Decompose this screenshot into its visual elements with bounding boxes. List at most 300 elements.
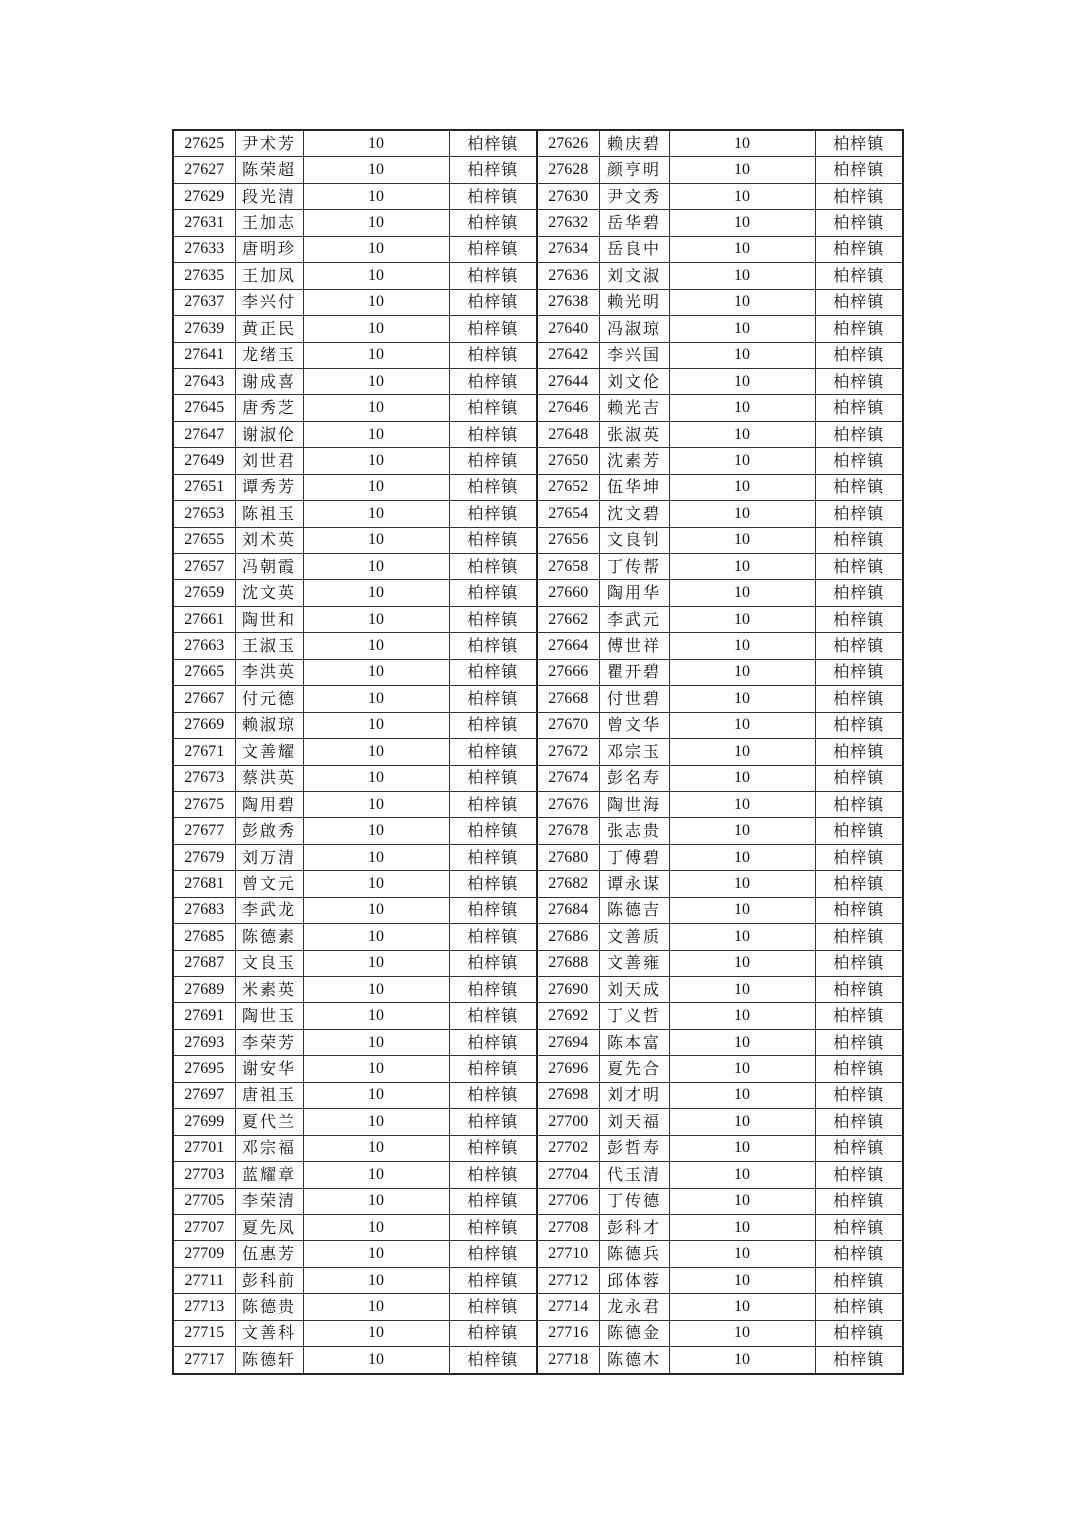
cell-name: 刘术英 <box>235 527 303 553</box>
cell-name: 赖庆碧 <box>599 130 669 157</box>
table-row <box>173 580 903 606</box>
cell-id: 27672 <box>537 739 599 765</box>
table-row <box>173 791 903 817</box>
cell-town: 柏梓镇 <box>815 1214 903 1240</box>
cell-id: 27650 <box>537 448 599 474</box>
cell-town: 柏梓镇 <box>449 236 537 262</box>
table-row <box>173 342 903 368</box>
cell-town: 柏梓镇 <box>449 130 537 157</box>
cell-id: 27691 <box>173 1003 235 1029</box>
cell-amount: 10 <box>303 950 449 976</box>
cell-town: 柏梓镇 <box>815 1109 903 1135</box>
cell-amount: 10 <box>669 474 815 500</box>
cell-name: 代玉清 <box>599 1162 669 1188</box>
cell-amount: 10 <box>669 977 815 1003</box>
cell-id: 27661 <box>173 606 235 632</box>
cell-town: 柏梓镇 <box>449 1162 537 1188</box>
cell-amount: 10 <box>303 1294 449 1320</box>
cell-name: 刘文淑 <box>599 263 669 289</box>
cell-id: 27676 <box>537 791 599 817</box>
cell-town: 柏梓镇 <box>449 871 537 897</box>
cell-amount: 10 <box>303 765 449 791</box>
cell-amount: 10 <box>669 395 815 421</box>
cell-amount: 10 <box>669 342 815 368</box>
cell-id: 27642 <box>537 342 599 368</box>
cell-id: 27660 <box>537 580 599 606</box>
cell-id: 27712 <box>537 1267 599 1293</box>
cell-id: 27717 <box>173 1347 235 1374</box>
cell-name: 陈德木 <box>599 1347 669 1374</box>
cell-town: 柏梓镇 <box>815 1267 903 1293</box>
cell-town: 柏梓镇 <box>815 1241 903 1267</box>
cell-amount: 10 <box>303 1188 449 1214</box>
cell-id: 27710 <box>537 1241 599 1267</box>
table-row <box>173 818 903 844</box>
cell-amount: 10 <box>669 236 815 262</box>
cell-name: 文良玉 <box>235 950 303 976</box>
cell-name: 刘文伦 <box>599 368 669 394</box>
cell-id: 27645 <box>173 395 235 421</box>
cell-name: 丁传德 <box>599 1188 669 1214</box>
table-row <box>173 448 903 474</box>
cell-id: 27701 <box>173 1135 235 1161</box>
cell-amount: 10 <box>669 501 815 527</box>
table-row <box>173 659 903 685</box>
cell-town: 柏梓镇 <box>815 950 903 976</box>
cell-name: 岳良中 <box>599 236 669 262</box>
cell-id: 27629 <box>173 183 235 209</box>
cell-amount: 10 <box>669 1294 815 1320</box>
cell-id: 27713 <box>173 1294 235 1320</box>
cell-town: 柏梓镇 <box>449 1056 537 1082</box>
cell-amount: 10 <box>669 712 815 738</box>
cell-town: 柏梓镇 <box>449 950 537 976</box>
cell-id: 27695 <box>173 1056 235 1082</box>
cell-id: 27714 <box>537 1294 599 1320</box>
table-row <box>173 316 903 342</box>
cell-town: 柏梓镇 <box>815 1029 903 1055</box>
cell-id: 27686 <box>537 924 599 950</box>
cell-town: 柏梓镇 <box>449 1003 537 1029</box>
cell-id: 27718 <box>537 1347 599 1374</box>
cell-name: 唐秀芝 <box>235 395 303 421</box>
cell-town: 柏梓镇 <box>815 183 903 209</box>
table-row <box>173 1294 903 1320</box>
cell-amount: 10 <box>303 1214 449 1240</box>
cell-town: 柏梓镇 <box>449 1214 537 1240</box>
cell-name: 陈德吉 <box>599 897 669 923</box>
cell-town: 柏梓镇 <box>815 316 903 342</box>
table-row <box>173 1267 903 1293</box>
cell-id: 27685 <box>173 924 235 950</box>
cell-amount: 10 <box>669 368 815 394</box>
cell-id: 27692 <box>537 1003 599 1029</box>
cell-town: 柏梓镇 <box>815 448 903 474</box>
cell-amount: 10 <box>303 210 449 236</box>
cell-name: 陈德轩 <box>235 1347 303 1374</box>
table-row <box>173 1320 903 1346</box>
cell-town: 柏梓镇 <box>815 977 903 1003</box>
cell-town: 柏梓镇 <box>815 236 903 262</box>
cell-id: 27705 <box>173 1188 235 1214</box>
cell-name: 唐明珍 <box>235 236 303 262</box>
cell-amount: 10 <box>303 527 449 553</box>
cell-amount: 10 <box>303 1109 449 1135</box>
cell-name: 李武龙 <box>235 897 303 923</box>
table-row <box>173 1109 903 1135</box>
cell-id: 27626 <box>537 130 599 157</box>
cell-id: 27646 <box>537 395 599 421</box>
cell-amount: 10 <box>303 395 449 421</box>
cell-amount: 10 <box>303 501 449 527</box>
cell-id: 27702 <box>537 1135 599 1161</box>
cell-town: 柏梓镇 <box>815 501 903 527</box>
cell-name: 陈本富 <box>599 1029 669 1055</box>
cell-id: 27648 <box>537 421 599 447</box>
cell-town: 柏梓镇 <box>449 791 537 817</box>
cell-name: 邓宗福 <box>235 1135 303 1161</box>
cell-town: 柏梓镇 <box>815 871 903 897</box>
cell-name: 谢成喜 <box>235 368 303 394</box>
cell-name: 陈荣超 <box>235 157 303 183</box>
table-row <box>173 501 903 527</box>
table-row <box>173 1135 903 1161</box>
cell-id: 27700 <box>537 1109 599 1135</box>
table-row <box>173 421 903 447</box>
cell-town: 柏梓镇 <box>815 157 903 183</box>
cell-name: 沈素芳 <box>599 448 669 474</box>
cell-id: 27630 <box>537 183 599 209</box>
table-row <box>173 1214 903 1240</box>
cell-amount: 10 <box>303 1267 449 1293</box>
cell-town: 柏梓镇 <box>815 1188 903 1214</box>
cell-amount: 10 <box>669 897 815 923</box>
cell-name: 赖淑琼 <box>235 712 303 738</box>
table-row <box>173 1188 903 1214</box>
cell-name: 付世碧 <box>599 686 669 712</box>
cell-amount: 10 <box>303 342 449 368</box>
cell-id: 27706 <box>537 1188 599 1214</box>
cell-name: 龙绪玉 <box>235 342 303 368</box>
cell-id: 27633 <box>173 236 235 262</box>
cell-amount: 10 <box>669 157 815 183</box>
cell-town: 柏梓镇 <box>815 1294 903 1320</box>
cell-id: 27716 <box>537 1320 599 1346</box>
cell-id: 27662 <box>537 606 599 632</box>
table-row <box>173 130 903 157</box>
cell-amount: 10 <box>669 580 815 606</box>
cell-amount: 10 <box>669 421 815 447</box>
cell-name: 刘世君 <box>235 448 303 474</box>
cell-name: 陈德金 <box>599 1320 669 1346</box>
cell-name: 谢淑伦 <box>235 421 303 447</box>
cell-id: 27682 <box>537 871 599 897</box>
cell-name: 冯朝霞 <box>235 554 303 580</box>
roster-body <box>173 130 903 1374</box>
cell-name: 陶用华 <box>599 580 669 606</box>
cell-amount: 10 <box>669 316 815 342</box>
cell-name: 岳华碧 <box>599 210 669 236</box>
cell-id: 27643 <box>173 368 235 394</box>
cell-amount: 10 <box>303 818 449 844</box>
cell-amount: 10 <box>669 1214 815 1240</box>
cell-town: 柏梓镇 <box>815 130 903 157</box>
cell-town: 柏梓镇 <box>815 606 903 632</box>
cell-town: 柏梓镇 <box>449 633 537 659</box>
cell-town: 柏梓镇 <box>449 157 537 183</box>
cell-town: 柏梓镇 <box>815 791 903 817</box>
cell-town: 柏梓镇 <box>449 1135 537 1161</box>
cell-name: 文良钊 <box>599 527 669 553</box>
cell-id: 27708 <box>537 1214 599 1240</box>
cell-id: 27644 <box>537 368 599 394</box>
cell-id: 27675 <box>173 791 235 817</box>
table-row <box>173 1082 903 1108</box>
cell-id: 27635 <box>173 263 235 289</box>
table-row <box>173 633 903 659</box>
cell-town: 柏梓镇 <box>815 686 903 712</box>
table-row <box>173 686 903 712</box>
table-row <box>173 1029 903 1055</box>
cell-town: 柏梓镇 <box>815 1135 903 1161</box>
cell-amount: 10 <box>303 554 449 580</box>
cell-id: 27628 <box>537 157 599 183</box>
cell-name: 沈文英 <box>235 580 303 606</box>
cell-name: 颜亨明 <box>599 157 669 183</box>
cell-name: 谭永谋 <box>599 871 669 897</box>
cell-town: 柏梓镇 <box>815 527 903 553</box>
cell-name: 夏先合 <box>599 1056 669 1082</box>
cell-town: 柏梓镇 <box>449 1188 537 1214</box>
cell-amount: 10 <box>669 659 815 685</box>
cell-town: 柏梓镇 <box>449 1109 537 1135</box>
cell-name: 陶世玉 <box>235 1003 303 1029</box>
cell-id: 27652 <box>537 474 599 500</box>
cell-amount: 10 <box>669 1267 815 1293</box>
cell-id: 27634 <box>537 236 599 262</box>
cell-amount: 10 <box>303 924 449 950</box>
cell-town: 柏梓镇 <box>815 765 903 791</box>
cell-amount: 10 <box>669 1109 815 1135</box>
cell-amount: 10 <box>303 791 449 817</box>
cell-id: 27673 <box>173 765 235 791</box>
cell-town: 柏梓镇 <box>449 448 537 474</box>
cell-town: 柏梓镇 <box>449 316 537 342</box>
cell-id: 27679 <box>173 844 235 870</box>
cell-amount: 10 <box>303 1056 449 1082</box>
cell-name: 刘才明 <box>599 1082 669 1108</box>
cell-amount: 10 <box>669 686 815 712</box>
cell-town: 柏梓镇 <box>815 739 903 765</box>
cell-name: 文善质 <box>599 924 669 950</box>
cell-amount: 10 <box>669 1320 815 1346</box>
cell-name: 彭啟秀 <box>235 818 303 844</box>
table-row <box>173 395 903 421</box>
cell-name: 陶世海 <box>599 791 669 817</box>
cell-amount: 10 <box>669 448 815 474</box>
roster-table <box>172 129 904 1375</box>
cell-amount: 10 <box>303 633 449 659</box>
cell-name: 陈祖玉 <box>235 501 303 527</box>
cell-amount: 10 <box>303 1241 449 1267</box>
cell-name: 伍惠芳 <box>235 1241 303 1267</box>
cell-id: 27663 <box>173 633 235 659</box>
table-row <box>173 474 903 500</box>
cell-town: 柏梓镇 <box>449 659 537 685</box>
cell-name: 彭哲寿 <box>599 1135 669 1161</box>
cell-id: 27683 <box>173 897 235 923</box>
cell-id: 27678 <box>537 818 599 844</box>
cell-id: 27694 <box>537 1029 599 1055</box>
cell-town: 柏梓镇 <box>815 1082 903 1108</box>
cell-name: 陶世和 <box>235 606 303 632</box>
cell-id: 27677 <box>173 818 235 844</box>
cell-name: 丁傅碧 <box>599 844 669 870</box>
table-row <box>173 924 903 950</box>
cell-id: 27711 <box>173 1267 235 1293</box>
cell-town: 柏梓镇 <box>815 395 903 421</box>
cell-town: 柏梓镇 <box>449 501 537 527</box>
cell-town: 柏梓镇 <box>449 1347 537 1374</box>
table-row <box>173 1003 903 1029</box>
cell-amount: 10 <box>669 527 815 553</box>
cell-id: 27709 <box>173 1241 235 1267</box>
cell-town: 柏梓镇 <box>815 580 903 606</box>
cell-amount: 10 <box>303 712 449 738</box>
cell-amount: 10 <box>303 289 449 315</box>
table-row <box>173 527 903 553</box>
cell-name: 沈文碧 <box>599 501 669 527</box>
cell-town: 柏梓镇 <box>815 633 903 659</box>
cell-amount: 10 <box>303 263 449 289</box>
cell-town: 柏梓镇 <box>449 210 537 236</box>
cell-town: 柏梓镇 <box>449 1029 537 1055</box>
table-row <box>173 210 903 236</box>
table-row <box>173 1347 903 1374</box>
cell-id: 27715 <box>173 1320 235 1346</box>
cell-town: 柏梓镇 <box>449 1267 537 1293</box>
cell-town: 柏梓镇 <box>815 1162 903 1188</box>
cell-name: 蓝耀章 <box>235 1162 303 1188</box>
cell-name: 曾文华 <box>599 712 669 738</box>
cell-town: 柏梓镇 <box>815 1003 903 1029</box>
cell-id: 27647 <box>173 421 235 447</box>
cell-id: 27688 <box>537 950 599 976</box>
cell-amount: 10 <box>303 368 449 394</box>
cell-name: 王淑玉 <box>235 633 303 659</box>
cell-name: 赖光明 <box>599 289 669 315</box>
cell-name: 尹文秀 <box>599 183 669 209</box>
cell-id: 27680 <box>537 844 599 870</box>
cell-amount: 10 <box>303 606 449 632</box>
cell-town: 柏梓镇 <box>449 554 537 580</box>
cell-name: 彭科才 <box>599 1214 669 1240</box>
cell-id: 27657 <box>173 554 235 580</box>
cell-town: 柏梓镇 <box>449 1241 537 1267</box>
cell-name: 彭名寿 <box>599 765 669 791</box>
cell-town: 柏梓镇 <box>815 263 903 289</box>
table-row <box>173 183 903 209</box>
cell-name: 刘天福 <box>599 1109 669 1135</box>
cell-town: 柏梓镇 <box>449 977 537 1003</box>
cell-id: 27690 <box>537 977 599 1003</box>
cell-name: 李兴付 <box>235 289 303 315</box>
cell-amount: 10 <box>303 1320 449 1346</box>
cell-name: 伍华坤 <box>599 474 669 500</box>
cell-id: 27664 <box>537 633 599 659</box>
cell-name: 丁传帮 <box>599 554 669 580</box>
cell-town: 柏梓镇 <box>815 897 903 923</box>
cell-town: 柏梓镇 <box>815 924 903 950</box>
cell-id: 27638 <box>537 289 599 315</box>
cell-town: 柏梓镇 <box>815 289 903 315</box>
cell-name: 王加凤 <box>235 263 303 289</box>
cell-id: 27693 <box>173 1029 235 1055</box>
cell-amount: 10 <box>669 1347 815 1374</box>
cell-id: 27654 <box>537 501 599 527</box>
cell-name: 李兴国 <box>599 342 669 368</box>
cell-amount: 10 <box>303 1347 449 1374</box>
cell-name: 彭科前 <box>235 1267 303 1293</box>
cell-amount: 10 <box>303 871 449 897</box>
cell-id: 27667 <box>173 686 235 712</box>
cell-id: 27698 <box>537 1082 599 1108</box>
cell-town: 柏梓镇 <box>449 474 537 500</box>
cell-town: 柏梓镇 <box>815 818 903 844</box>
cell-town: 柏梓镇 <box>815 712 903 738</box>
cell-amount: 10 <box>303 1135 449 1161</box>
cell-amount: 10 <box>669 1003 815 1029</box>
cell-id: 27637 <box>173 289 235 315</box>
cell-amount: 10 <box>669 1162 815 1188</box>
cell-id: 27658 <box>537 554 599 580</box>
cell-town: 柏梓镇 <box>815 210 903 236</box>
cell-id: 27703 <box>173 1162 235 1188</box>
cell-town: 柏梓镇 <box>449 263 537 289</box>
cell-town: 柏梓镇 <box>815 368 903 394</box>
cell-town: 柏梓镇 <box>815 421 903 447</box>
cell-id: 27666 <box>537 659 599 685</box>
cell-name: 黄正民 <box>235 316 303 342</box>
cell-name: 赖光吉 <box>599 395 669 421</box>
table-row <box>173 712 903 738</box>
cell-id: 27704 <box>537 1162 599 1188</box>
cell-id: 27674 <box>537 765 599 791</box>
cell-town: 柏梓镇 <box>449 421 537 447</box>
cell-amount: 10 <box>303 183 449 209</box>
cell-id: 27627 <box>173 157 235 183</box>
table-row <box>173 1241 903 1267</box>
cell-amount: 10 <box>669 554 815 580</box>
cell-name: 傅世祥 <box>599 633 669 659</box>
cell-name: 夏代兰 <box>235 1109 303 1135</box>
cell-id: 27640 <box>537 316 599 342</box>
cell-name: 陈德兵 <box>599 1241 669 1267</box>
table-row <box>173 606 903 632</box>
cell-name: 陈德素 <box>235 924 303 950</box>
table-row <box>173 739 903 765</box>
cell-name: 夏先凤 <box>235 1214 303 1240</box>
table-row <box>173 554 903 580</box>
cell-town: 柏梓镇 <box>449 1082 537 1108</box>
cell-name: 龙永君 <box>599 1294 669 1320</box>
cell-town: 柏梓镇 <box>815 1056 903 1082</box>
cell-id: 27681 <box>173 871 235 897</box>
cell-name: 邱体蓉 <box>599 1267 669 1293</box>
table-row <box>173 977 903 1003</box>
cell-amount: 10 <box>303 474 449 500</box>
cell-town: 柏梓镇 <box>449 342 537 368</box>
